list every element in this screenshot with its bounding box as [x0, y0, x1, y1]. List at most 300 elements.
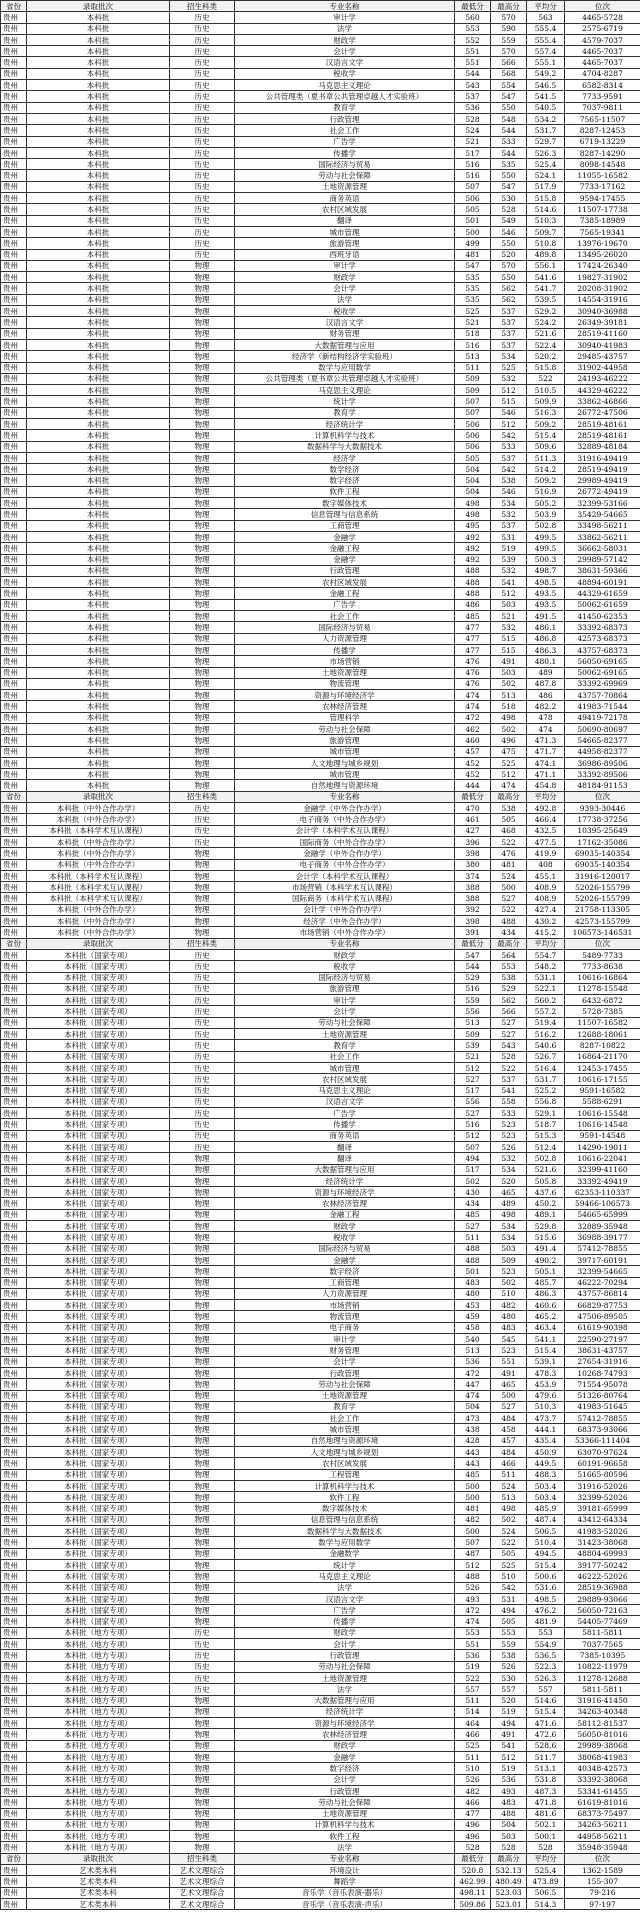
- province-cell: 贵州: [1, 1141, 27, 1152]
- category-cell: 物理: [170, 735, 235, 746]
- province-cell: 贵州: [1, 1808, 27, 1819]
- batch-cell: 本科批（国家专项）: [27, 1254, 170, 1265]
- min-score-cell: 528: [455, 1842, 491, 1853]
- major-cell: 会计学: [235, 46, 455, 57]
- major-cell: 教育学: [235, 102, 455, 113]
- avg-score-cell: 408.9: [527, 882, 565, 893]
- major-cell: 法学: [235, 1582, 455, 1593]
- major-cell: 城市管理: [235, 226, 455, 237]
- min-score-cell: 535: [455, 294, 491, 305]
- rank-cell: 41450-62353: [565, 611, 640, 622]
- batch-cell: 本科批: [27, 147, 170, 158]
- major-cell: 城市管理: [235, 1424, 455, 1435]
- batch-cell: 本科批: [27, 509, 170, 520]
- table-row: [1, 1605, 640, 1616]
- batch-cell: 本科批（国家专项）: [27, 1221, 170, 1232]
- max-score-cell: 465: [491, 1379, 527, 1390]
- batch-cell: 艺术类本科: [27, 1898, 170, 1909]
- batch-cell: 本科批（国家专项）: [27, 949, 170, 960]
- province-cell: 贵州: [1, 746, 27, 757]
- max-score-cell: 530: [491, 193, 527, 204]
- major-cell: 大数据管理与应用: [235, 1695, 455, 1706]
- max-score-cell: 548: [491, 113, 527, 124]
- category-cell: 物理: [170, 1729, 235, 1740]
- batch-cell: 本科批（国家专项）: [27, 995, 170, 1006]
- major-cell: 计算机科学与技术: [235, 1819, 455, 1830]
- avg-score-cell: 556.8: [527, 1096, 565, 1107]
- rank-cell: 14554-31916: [565, 294, 640, 305]
- avg-score-cell: 522: [527, 373, 565, 384]
- major-cell: 舞蹈学: [235, 1876, 455, 1887]
- header-rank: 位次: [565, 1853, 640, 1864]
- min-score-cell: 527: [455, 1074, 491, 1085]
- avg-score-cell: 513.1: [527, 1763, 565, 1774]
- table-row: [1, 170, 640, 181]
- category-cell: 历史: [170, 238, 235, 249]
- major-cell: 金融工程: [235, 588, 455, 599]
- table-row: [1, 249, 640, 260]
- rank-cell: 32399-54665: [565, 1266, 640, 1277]
- category-cell: 物理: [170, 1413, 235, 1424]
- rank-cell: 28519-49419: [565, 464, 640, 475]
- table-row: [1, 80, 640, 91]
- major-cell: 音乐学（音乐表演-声乐）: [235, 1898, 455, 1909]
- province-cell: 贵州: [1, 1616, 27, 1627]
- rank-cell: 50690-80697: [565, 724, 640, 735]
- table-row: [1, 1514, 640, 1525]
- rank-cell: 26772-47506: [565, 407, 640, 418]
- province-cell: 贵州: [1, 486, 27, 497]
- max-score-cell: 513: [491, 690, 527, 701]
- batch-cell: 本科批: [27, 12, 170, 23]
- province-cell: 贵州: [1, 554, 27, 565]
- rank-cell: 60191-96658: [565, 1458, 640, 1469]
- table-row: [1, 1130, 640, 1141]
- batch-cell: 本科批（国家专项）: [27, 1198, 170, 1209]
- major-cell: 工商管理: [235, 1277, 455, 1288]
- min-score-cell: 506: [455, 430, 491, 441]
- min-score-cell: 512: [455, 1559, 491, 1570]
- min-score-cell: 398: [455, 916, 491, 927]
- province-cell: 贵州: [1, 1108, 27, 1119]
- avg-score-cell: 526.7: [527, 1051, 565, 1062]
- max-score-cell: 541: [491, 1085, 527, 1096]
- table-row: [1, 1819, 640, 1830]
- batch-cell: 本科批: [27, 724, 170, 735]
- major-cell: 土地资源管理: [235, 1672, 455, 1683]
- province-cell: 贵州: [1, 1480, 27, 1491]
- major-cell: 会计学（中外合作办学）: [235, 904, 455, 915]
- table-row: [1, 836, 640, 847]
- category-cell: 物理: [170, 1559, 235, 1570]
- max-score-cell: 553: [491, 961, 527, 972]
- category-cell: 历史: [170, 1141, 235, 1152]
- table-row: [1, 159, 640, 170]
- rank-cell: 54665-82377: [565, 735, 640, 746]
- table-row: [1, 68, 640, 79]
- province-cell: 贵州: [1, 1401, 27, 1412]
- major-cell: 行政管理: [235, 113, 455, 124]
- rank-cell: 4465-7037: [565, 46, 640, 57]
- table-row: [1, 339, 640, 350]
- avg-score-cell: 471.6: [527, 1718, 565, 1729]
- max-score-cell: 537: [491, 520, 527, 531]
- avg-score-cell: 499.5: [527, 543, 565, 554]
- min-score-cell: 539: [455, 1040, 491, 1051]
- batch-cell: 本科批（国家专项）: [27, 1119, 170, 1130]
- min-score-cell: 466: [455, 1797, 491, 1808]
- avg-score-cell: 486.3: [527, 644, 565, 655]
- max-score-cell: 484: [491, 1413, 527, 1424]
- max-score-cell: 498: [491, 1503, 527, 1514]
- province-cell: 贵州: [1, 1526, 27, 1537]
- avg-score-cell: 503.4: [527, 1480, 565, 1491]
- category-cell: 物理: [170, 1582, 235, 1593]
- table-row: [1, 181, 640, 192]
- category-cell: 物理: [170, 667, 235, 678]
- avg-score-cell: 505.2: [527, 498, 565, 509]
- batch-cell: 本科批: [27, 780, 170, 791]
- category-cell: 物理: [170, 1831, 235, 1842]
- batch-cell: 本科批（国家专项）: [27, 1141, 170, 1152]
- table-row: [1, 34, 640, 45]
- table-row: [1, 1029, 640, 1040]
- category-cell: 艺术文理综合: [170, 1887, 235, 1898]
- category-cell: 物理: [170, 1526, 235, 1537]
- min-score-cell: 509.86: [455, 1898, 491, 1909]
- max-score-cell: 543: [491, 1040, 527, 1051]
- province-cell: 贵州: [1, 1175, 27, 1186]
- province-cell: 贵州: [1, 46, 27, 57]
- major-cell: 国际经济与贸易: [235, 159, 455, 170]
- rank-cell: 31423-38068: [565, 1537, 640, 1548]
- min-score-cell: 427: [455, 825, 491, 836]
- rank-cell: 33862-56211: [565, 531, 640, 542]
- min-score-cell: 516: [455, 159, 491, 170]
- batch-cell: 本科批: [27, 238, 170, 249]
- min-score-cell: 507: [455, 1537, 491, 1548]
- major-cell: 传播学: [235, 147, 455, 158]
- batch-cell: 本科批: [27, 46, 170, 57]
- rank-cell: 5489-7733: [565, 949, 640, 960]
- province-cell: 贵州: [1, 452, 27, 463]
- batch-cell: 本科批（国家专项）: [27, 1051, 170, 1062]
- rank-cell: 68373-75497: [565, 1808, 640, 1819]
- category-cell: 历史: [170, 46, 235, 57]
- rank-cell: 38631-59366: [565, 565, 640, 576]
- avg-score-cell: 534.2: [527, 113, 565, 124]
- major-cell: 大数据管理与应用: [235, 339, 455, 350]
- rank-cell: 49419-72178: [565, 712, 640, 723]
- min-score-cell: 507: [455, 407, 491, 418]
- major-cell: 城市管理: [235, 1062, 455, 1073]
- avg-score-cell: 515.8: [527, 362, 565, 373]
- batch-cell: 本科批: [27, 701, 170, 712]
- max-score-cell: 562: [491, 283, 527, 294]
- table-row: [1, 441, 640, 452]
- rank-cell: 48894-60191: [565, 577, 640, 588]
- avg-score-cell: 498.5: [527, 1593, 565, 1604]
- major-cell: 行政管理: [235, 1785, 455, 1796]
- avg-score-cell: 516.4: [527, 1062, 565, 1073]
- avg-score-cell: 476.2: [527, 1605, 565, 1616]
- batch-cell: 本科批（国家专项）: [27, 1616, 170, 1627]
- min-score-cell: 477: [455, 633, 491, 644]
- table-row: [1, 1266, 640, 1277]
- category-cell: 物理: [170, 1593, 235, 1604]
- major-cell: 数学经济: [235, 464, 455, 475]
- province-cell: 贵州: [1, 317, 27, 328]
- avg-score-cell: 522.3: [527, 1661, 565, 1672]
- batch-cell: 本科批: [27, 260, 170, 271]
- avg-score-cell: 479.6: [527, 1390, 565, 1401]
- major-cell: 物流管理: [235, 678, 455, 689]
- major-cell: 广告学: [235, 1605, 455, 1616]
- max-score-cell: 511: [491, 1469, 527, 1480]
- batch-cell: 本科批（国家专项）: [27, 1153, 170, 1164]
- min-score-cell: 507: [455, 1141, 491, 1152]
- table-row: [1, 893, 640, 904]
- category-cell: 物理: [170, 362, 235, 373]
- rank-cell: 56050-81016: [565, 1729, 640, 1740]
- major-cell: 审计学: [235, 995, 455, 1006]
- province-cell: 贵州: [1, 113, 27, 124]
- max-score-cell: 550: [491, 238, 527, 249]
- category-cell: 物理: [170, 1785, 235, 1796]
- max-score-cell: 547: [491, 91, 527, 102]
- rank-cell: 20208-31902: [565, 283, 640, 294]
- min-score-cell: 452: [455, 769, 491, 780]
- province-cell: 贵州: [1, 565, 27, 576]
- min-score-cell: 526: [455, 1774, 491, 1785]
- rank-cell: 27654-31916: [565, 1356, 640, 1367]
- max-score-cell: 522: [491, 1062, 527, 1073]
- min-score-cell: 511: [455, 1695, 491, 1706]
- max-score-cell: 539: [491, 554, 527, 565]
- table-row: [1, 1334, 640, 1345]
- province-cell: 贵州: [1, 1367, 27, 1378]
- province-cell: 贵州: [1, 1514, 27, 1525]
- rank-cell: 34263-56211: [565, 1819, 640, 1830]
- avg-score-cell: 540.5: [527, 102, 565, 113]
- batch-cell: 本科批（中外合作办学）: [27, 836, 170, 847]
- category-cell: 物理: [170, 701, 235, 712]
- province-cell: 贵州: [1, 1684, 27, 1695]
- min-score-cell: 474: [455, 1616, 491, 1627]
- min-score-cell: 499: [455, 238, 491, 249]
- avg-score-cell: 419.9: [527, 848, 565, 859]
- max-score-cell: 537: [491, 317, 527, 328]
- category-cell: 物理: [170, 509, 235, 520]
- batch-cell: 本科批: [27, 170, 170, 181]
- province-cell: 贵州: [1, 1548, 27, 1559]
- avg-score-cell: 510.5: [527, 385, 565, 396]
- category-cell: 物理: [170, 385, 235, 396]
- batch-cell: 本科批: [27, 622, 170, 633]
- batch-cell: 本科批（地方专项）: [27, 1672, 170, 1683]
- batch-cell: 本科批: [27, 667, 170, 678]
- min-score-cell: 472: [455, 1367, 491, 1378]
- min-score-cell: 528: [455, 113, 491, 124]
- avg-score-cell: 526.3: [527, 147, 565, 158]
- province-cell: 贵州: [1, 1492, 27, 1503]
- category-cell: 物理: [170, 1548, 235, 1559]
- batch-cell: 本科批（国家专项）: [27, 1243, 170, 1254]
- batch-cell: 本科批: [27, 577, 170, 588]
- batch-cell: 艺术类本科: [27, 1887, 170, 1898]
- category-cell: 历史: [170, 215, 235, 226]
- major-cell: 财政学: [235, 949, 455, 960]
- header-avg-score: 平均分: [527, 938, 565, 949]
- max-score-cell: 533: [491, 1108, 527, 1119]
- category-cell: 历史: [170, 836, 235, 847]
- max-score-cell: 498: [491, 712, 527, 723]
- category-cell: 历史: [170, 814, 235, 825]
- table-row: [1, 1650, 640, 1661]
- category-cell: 物理: [170, 1605, 235, 1616]
- rank-cell: 9591-16582: [565, 1085, 640, 1096]
- province-cell: 贵州: [1, 1819, 27, 1830]
- table-row: [1, 882, 640, 893]
- table-row: [1, 1695, 640, 1706]
- major-cell: 劳动与社会保障: [235, 724, 455, 735]
- major-cell: 金融学: [235, 554, 455, 565]
- batch-cell: 本科批: [27, 543, 170, 554]
- batch-cell: 本科批: [27, 520, 170, 531]
- province-cell: 贵州: [1, 1266, 27, 1277]
- rank-cell: 32889-48184: [565, 441, 640, 452]
- min-score-cell: 388: [455, 882, 491, 893]
- header-max-score: 最高分: [491, 791, 527, 802]
- rank-cell: 31916-41450: [565, 1695, 640, 1706]
- rank-cell: 19827-31902: [565, 272, 640, 283]
- table-row: [1, 1367, 640, 1378]
- min-score-cell: 476: [455, 667, 491, 678]
- major-cell: 国际商务（本科学术互认课程）: [235, 893, 455, 904]
- rank-cell: 57412-78855: [565, 1243, 640, 1254]
- major-cell: 数据科学与大数据技术: [235, 1526, 455, 1537]
- major-cell: 行政管理: [235, 1650, 455, 1661]
- table-row: [1, 1108, 640, 1119]
- table-row: [1, 961, 640, 972]
- avg-score-cell: 486.3: [527, 1288, 565, 1299]
- avg-score-cell: 528.6: [527, 1740, 565, 1751]
- rank-cell: 8287-12453: [565, 125, 640, 136]
- major-cell: 教育学: [235, 1401, 455, 1412]
- province-cell: 贵州: [1, 362, 27, 373]
- max-score-cell: 498: [491, 1209, 527, 1220]
- major-cell: 农林经济管理: [235, 1198, 455, 1209]
- max-score-cell: 554: [491, 80, 527, 91]
- table-row: [1, 1672, 640, 1683]
- avg-score-cell: 524.2: [527, 317, 565, 328]
- table-row: [1, 1571, 640, 1582]
- province-cell: 贵州: [1, 1672, 27, 1683]
- table-row: [1, 46, 640, 57]
- table-row: [1, 1548, 640, 1559]
- max-score-cell: 550: [491, 170, 527, 181]
- avg-score-cell: 515.6: [527, 1232, 565, 1243]
- batch-cell: 本科批（中外合作办学）: [27, 904, 170, 915]
- max-score-cell: 538: [491, 475, 527, 486]
- batch-cell: 本科批（国家专项）: [27, 1401, 170, 1412]
- min-score-cell: 521: [455, 317, 491, 328]
- avg-score-cell: 560.2: [527, 995, 565, 1006]
- table-row: [1, 1718, 640, 1729]
- rank-cell: 44958-56211: [565, 1831, 640, 1842]
- table-row: [1, 1639, 640, 1650]
- province-cell: 贵州: [1, 306, 27, 317]
- avg-score-cell: 557.4: [527, 46, 565, 57]
- province-cell: 贵州: [1, 509, 27, 520]
- major-cell: 土地资源管理: [235, 1390, 455, 1401]
- category-cell: 物理: [170, 656, 235, 667]
- batch-cell: 本科批（国家专项）: [27, 1526, 170, 1537]
- avg-score-cell: 491.5: [527, 611, 565, 622]
- table-row: [1, 1141, 640, 1152]
- min-score-cell: 517: [455, 1085, 491, 1096]
- category-cell: 历史: [170, 136, 235, 147]
- major-cell: 传播学: [235, 644, 455, 655]
- avg-score-cell: 520.2: [527, 351, 565, 362]
- avg-score-cell: 554.9: [527, 1639, 565, 1650]
- min-score-cell: 398: [455, 848, 491, 859]
- rank-cell: 6582-8314: [565, 80, 640, 91]
- min-score-cell: 486: [455, 599, 491, 610]
- max-score-cell: 513: [491, 1492, 527, 1503]
- min-score-cell: 500: [455, 1480, 491, 1491]
- min-score-cell: 447: [455, 1379, 491, 1390]
- min-score-cell: 492: [455, 531, 491, 542]
- avg-score-cell: 557: [527, 1684, 565, 1695]
- avg-score-cell: 519.4: [527, 1017, 565, 1028]
- province-cell: 贵州: [1, 385, 27, 396]
- min-score-cell: 509: [455, 1029, 491, 1040]
- avg-score-cell: 474.1: [527, 757, 565, 768]
- min-score-cell: 527: [455, 1108, 491, 1119]
- rank-cell: 33862-46866: [565, 396, 640, 407]
- province-cell: 贵州: [1, 1040, 27, 1051]
- major-cell: 国际经济与贸易: [235, 622, 455, 633]
- province-cell: 贵州: [1, 690, 27, 701]
- category-cell: 物理: [170, 441, 235, 452]
- major-cell: 商务英语: [235, 1130, 455, 1141]
- table-row: [1, 1051, 640, 1062]
- max-score-cell: 564: [491, 949, 527, 960]
- major-cell: 会计学: [235, 1006, 455, 1017]
- rank-cell: 32399-52026: [565, 1492, 640, 1503]
- table-row: [1, 1627, 640, 1638]
- major-cell: 数字经济: [235, 475, 455, 486]
- max-score-cell: 524: [491, 1526, 527, 1537]
- province-cell: 贵州: [1, 373, 27, 384]
- max-score-cell: 523.03: [491, 1887, 527, 1898]
- table-row: [1, 1492, 640, 1503]
- major-cell: 翻译: [235, 1153, 455, 1164]
- max-score-cell: 505: [491, 1616, 527, 1627]
- category-cell: 物理: [170, 757, 235, 768]
- min-score-cell: 536: [455, 1650, 491, 1661]
- avg-score-cell: 502.8: [527, 1153, 565, 1164]
- max-score-cell: 494: [491, 1718, 527, 1729]
- avg-score-cell: 503.9: [527, 509, 565, 520]
- header-category: 招生科类: [170, 1853, 235, 1864]
- rank-cell: 10616-14548: [565, 1119, 640, 1130]
- category-cell: 物理: [170, 1616, 235, 1627]
- category-cell: 物理: [170, 260, 235, 271]
- category-cell: 物理: [170, 1187, 235, 1198]
- province-cell: 贵州: [1, 1729, 27, 1740]
